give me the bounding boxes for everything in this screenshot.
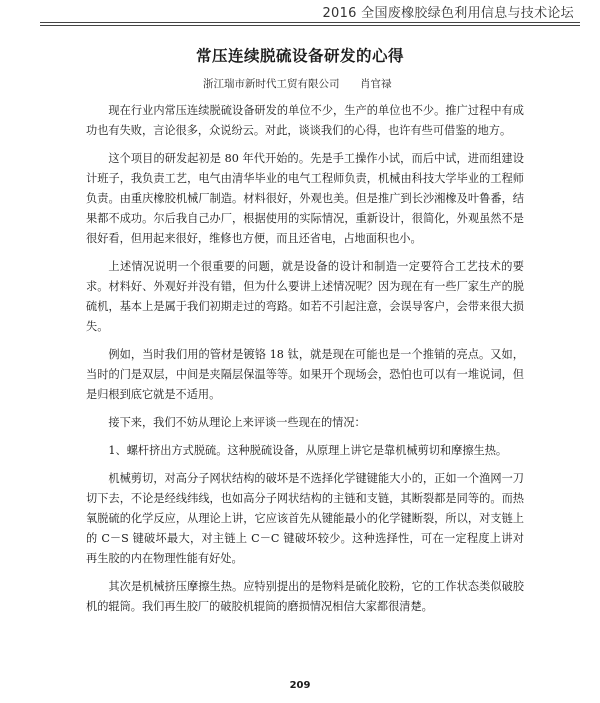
paragraph: 接下来，我们不妨从理论上来评谈一些现在的情况： bbox=[108, 416, 366, 429]
paragraph: 例如，当时我们用的管材是镀铬 18 钛，就是现在可能也是一个推销的亮点。又如，当时的门是双层，中间是夹隔层保温等等。如果开个现场会，恐怕也可以有一堆说词，但是归根到底它就是不适用。 bbox=[86, 348, 524, 401]
paragraph: 上述情况说明一个很重要的问题，就是设备的设计和制造一定要符合工艺技术的要求。材料好、外观好并没有错，但为什么要讲上述情况呢？因为现在有一些厂家生产的脱硫机，基本上是属于我们初期走过的弯路。如若不引起注意，会误导客户，会带来很大损失。 bbox=[86, 260, 524, 333]
running-header: 2016 全国废橡胶绿色利用信息与技术论坛 bbox=[322, 6, 574, 21]
page-number: 209 bbox=[289, 680, 311, 691]
paragraph: 现在行业内常压连续脱硫设备研发的单位不少，生产的单位也不少。推广过程中有成功也有失败，言论很多，众说纷云。对此，谈谈我们的心得，也许有些可借鉴的地方。 bbox=[86, 104, 524, 137]
author-name: 肖官禄 bbox=[360, 78, 392, 90]
paragraph: 其次是机械挤压摩擦生热。应特别提出的是物料是硫化胶粉，它的工作状态类似破胶机的辊筒。我们再生胶厂的破胶机辊筒的磨损情况相信大家都很清楚。 bbox=[86, 580, 524, 613]
header-rule-top bbox=[40, 22, 580, 23]
paragraph: 机械剪切，对高分子网状结构的破坏是不选择化学键键能大小的，正如一个渔网一刀切下去，不论是经线纬线，也如高分子网状结构的主链和支链，其断裂都是同等的。而热氧脱硫的化学反应，从理论上讲，它应该首先从键能最小的化学键断裂，所以，对支链上的 C－S 键破坏最大，对主链上 C－C 键破坏较少。这种选择性，可在一定程度上讲对再生胶的内在物理性能有好处。 bbox=[86, 472, 524, 565]
article-title: 常压连续脱硫设备研发的心得 bbox=[195, 47, 404, 65]
header-rule-bottom bbox=[40, 25, 580, 26]
paragraph: 1、螺杆挤出方式脱硫。这种脱硫设备，从原理上讲它是靠机械剪切和摩擦生热。 bbox=[108, 444, 508, 457]
article-body bbox=[86, 101, 524, 625]
paragraph: 这个项目的研发起初是 80 年代开始的。先是手工操作小试，而后中试，进而组建设计班子，我负责工艺，电气由清华毕业的电气工程师负责，机械由科技大学毕业的工程师负责。由重庆橡胶机械厂制造。材料很好，外观也美。但是推广到长沙湘橡及叶鲁番，结果都不成功。尔后我自己办厂，根据使用的实际情况，重新设计，很简化，外观虽然不是很好看，但用起来很好，维修也方便，而且还省电，占地面积也小。 bbox=[86, 152, 524, 245]
author-organization: 浙江瑞市新时代工贸有限公司 bbox=[203, 78, 340, 90]
